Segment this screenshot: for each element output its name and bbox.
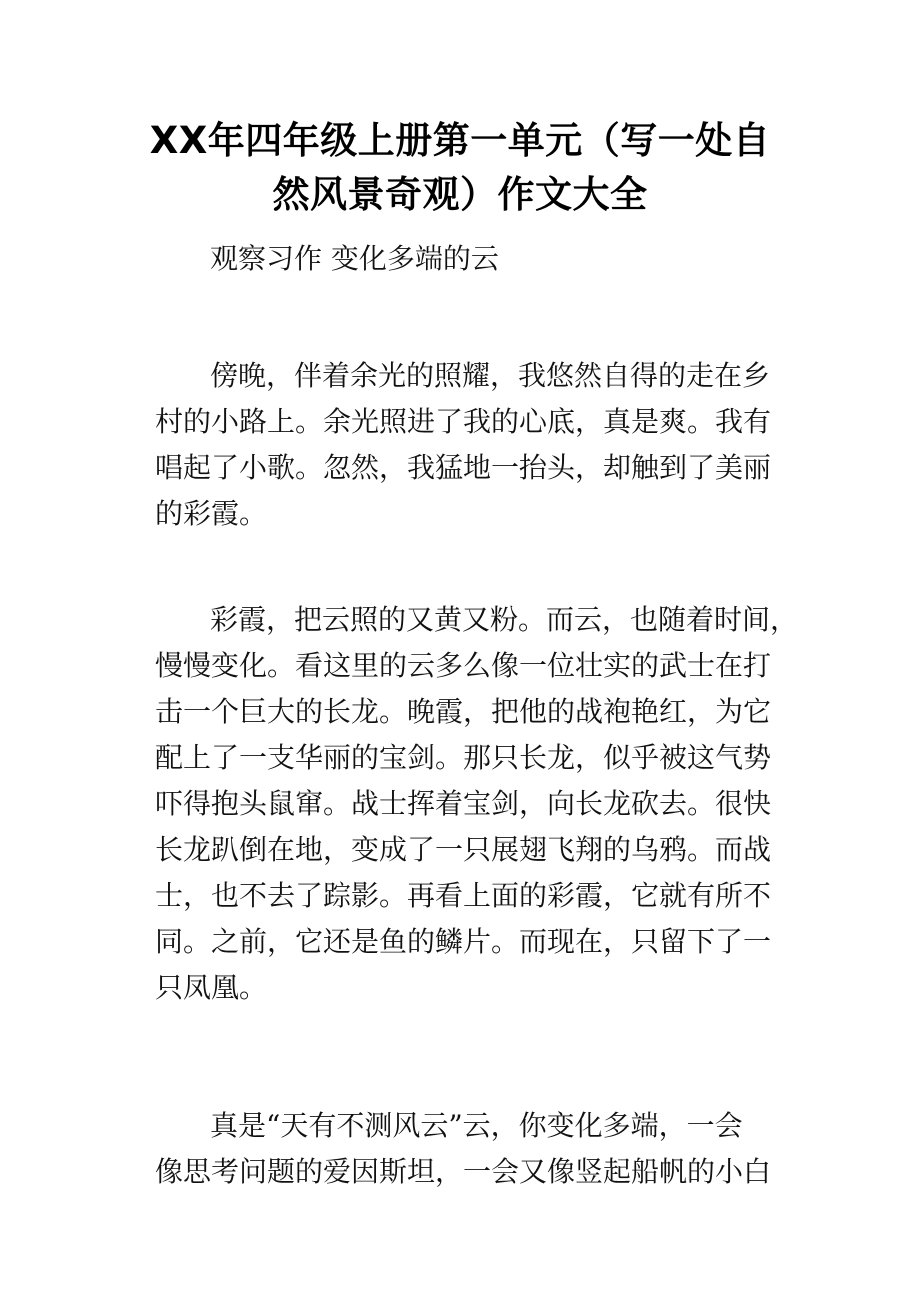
paragraph-1 [155,353,775,537]
paragraph-line: 唱起了小歌。忽然，我猛地一抬头，却触到了美丽 [155,451,772,484]
paragraph-line: 士，也不去了踪影。再看上面的彩霞，它就有所不 [155,879,772,912]
paragraph-line: 击一个巨大的长龙。晚霞，把他的战袍艳红，为它 [155,695,772,728]
paragraph-line: 彩霞，把云照的又黄又粉。而云，也随着时间， [210,603,799,636]
title-line-1: XX年四年级上册第一单元（写一处自 [149,119,771,162]
paragraph-line: 配上了一支华丽的宝剑。那只长龙，似乎被这气势 [155,741,772,774]
paragraph-line: 真是“天有不测风云”云，你变化多端，一会 [210,1109,743,1142]
paragraph-line: 同。之前，它还是鱼的鳞片。而现在，只留下了一 [155,925,772,958]
paragraph-line: 长龙趴倒在地，变成了一只展翅飞翔的乌鸦。而战 [155,833,772,866]
subtitle-text: 观察习作 变化多端的云 [210,242,499,275]
title-line-2: 然风景奇观）作文大全 [272,173,648,216]
paragraph-line: 村的小路上。余光照进了我的心底，真是爽。我有 [155,405,772,438]
paragraph-line: 只凤凰。 [155,971,268,1004]
paragraph-line: 傍晚，伴着余光的照耀，我悠然自得的走在乡 [210,359,771,392]
paragraph-line: 像思考问题的爱因斯坦，一会又像竖起船帆的小白 [155,1155,772,1188]
paragraph-2 [155,597,799,1011]
paragraph-line: 吓得抱头鼠窜。战士挥着宝剑，向长龙砍去。很快 [155,787,772,820]
paragraph-3 [155,1103,775,1195]
paragraph-line: 慢慢变化。看这里的云多么像一位壮实的武士在打 [155,649,772,682]
document-title [130,114,790,222]
paragraph-line: 的彩霞。 [155,497,268,530]
essay-subtitle [155,236,775,282]
